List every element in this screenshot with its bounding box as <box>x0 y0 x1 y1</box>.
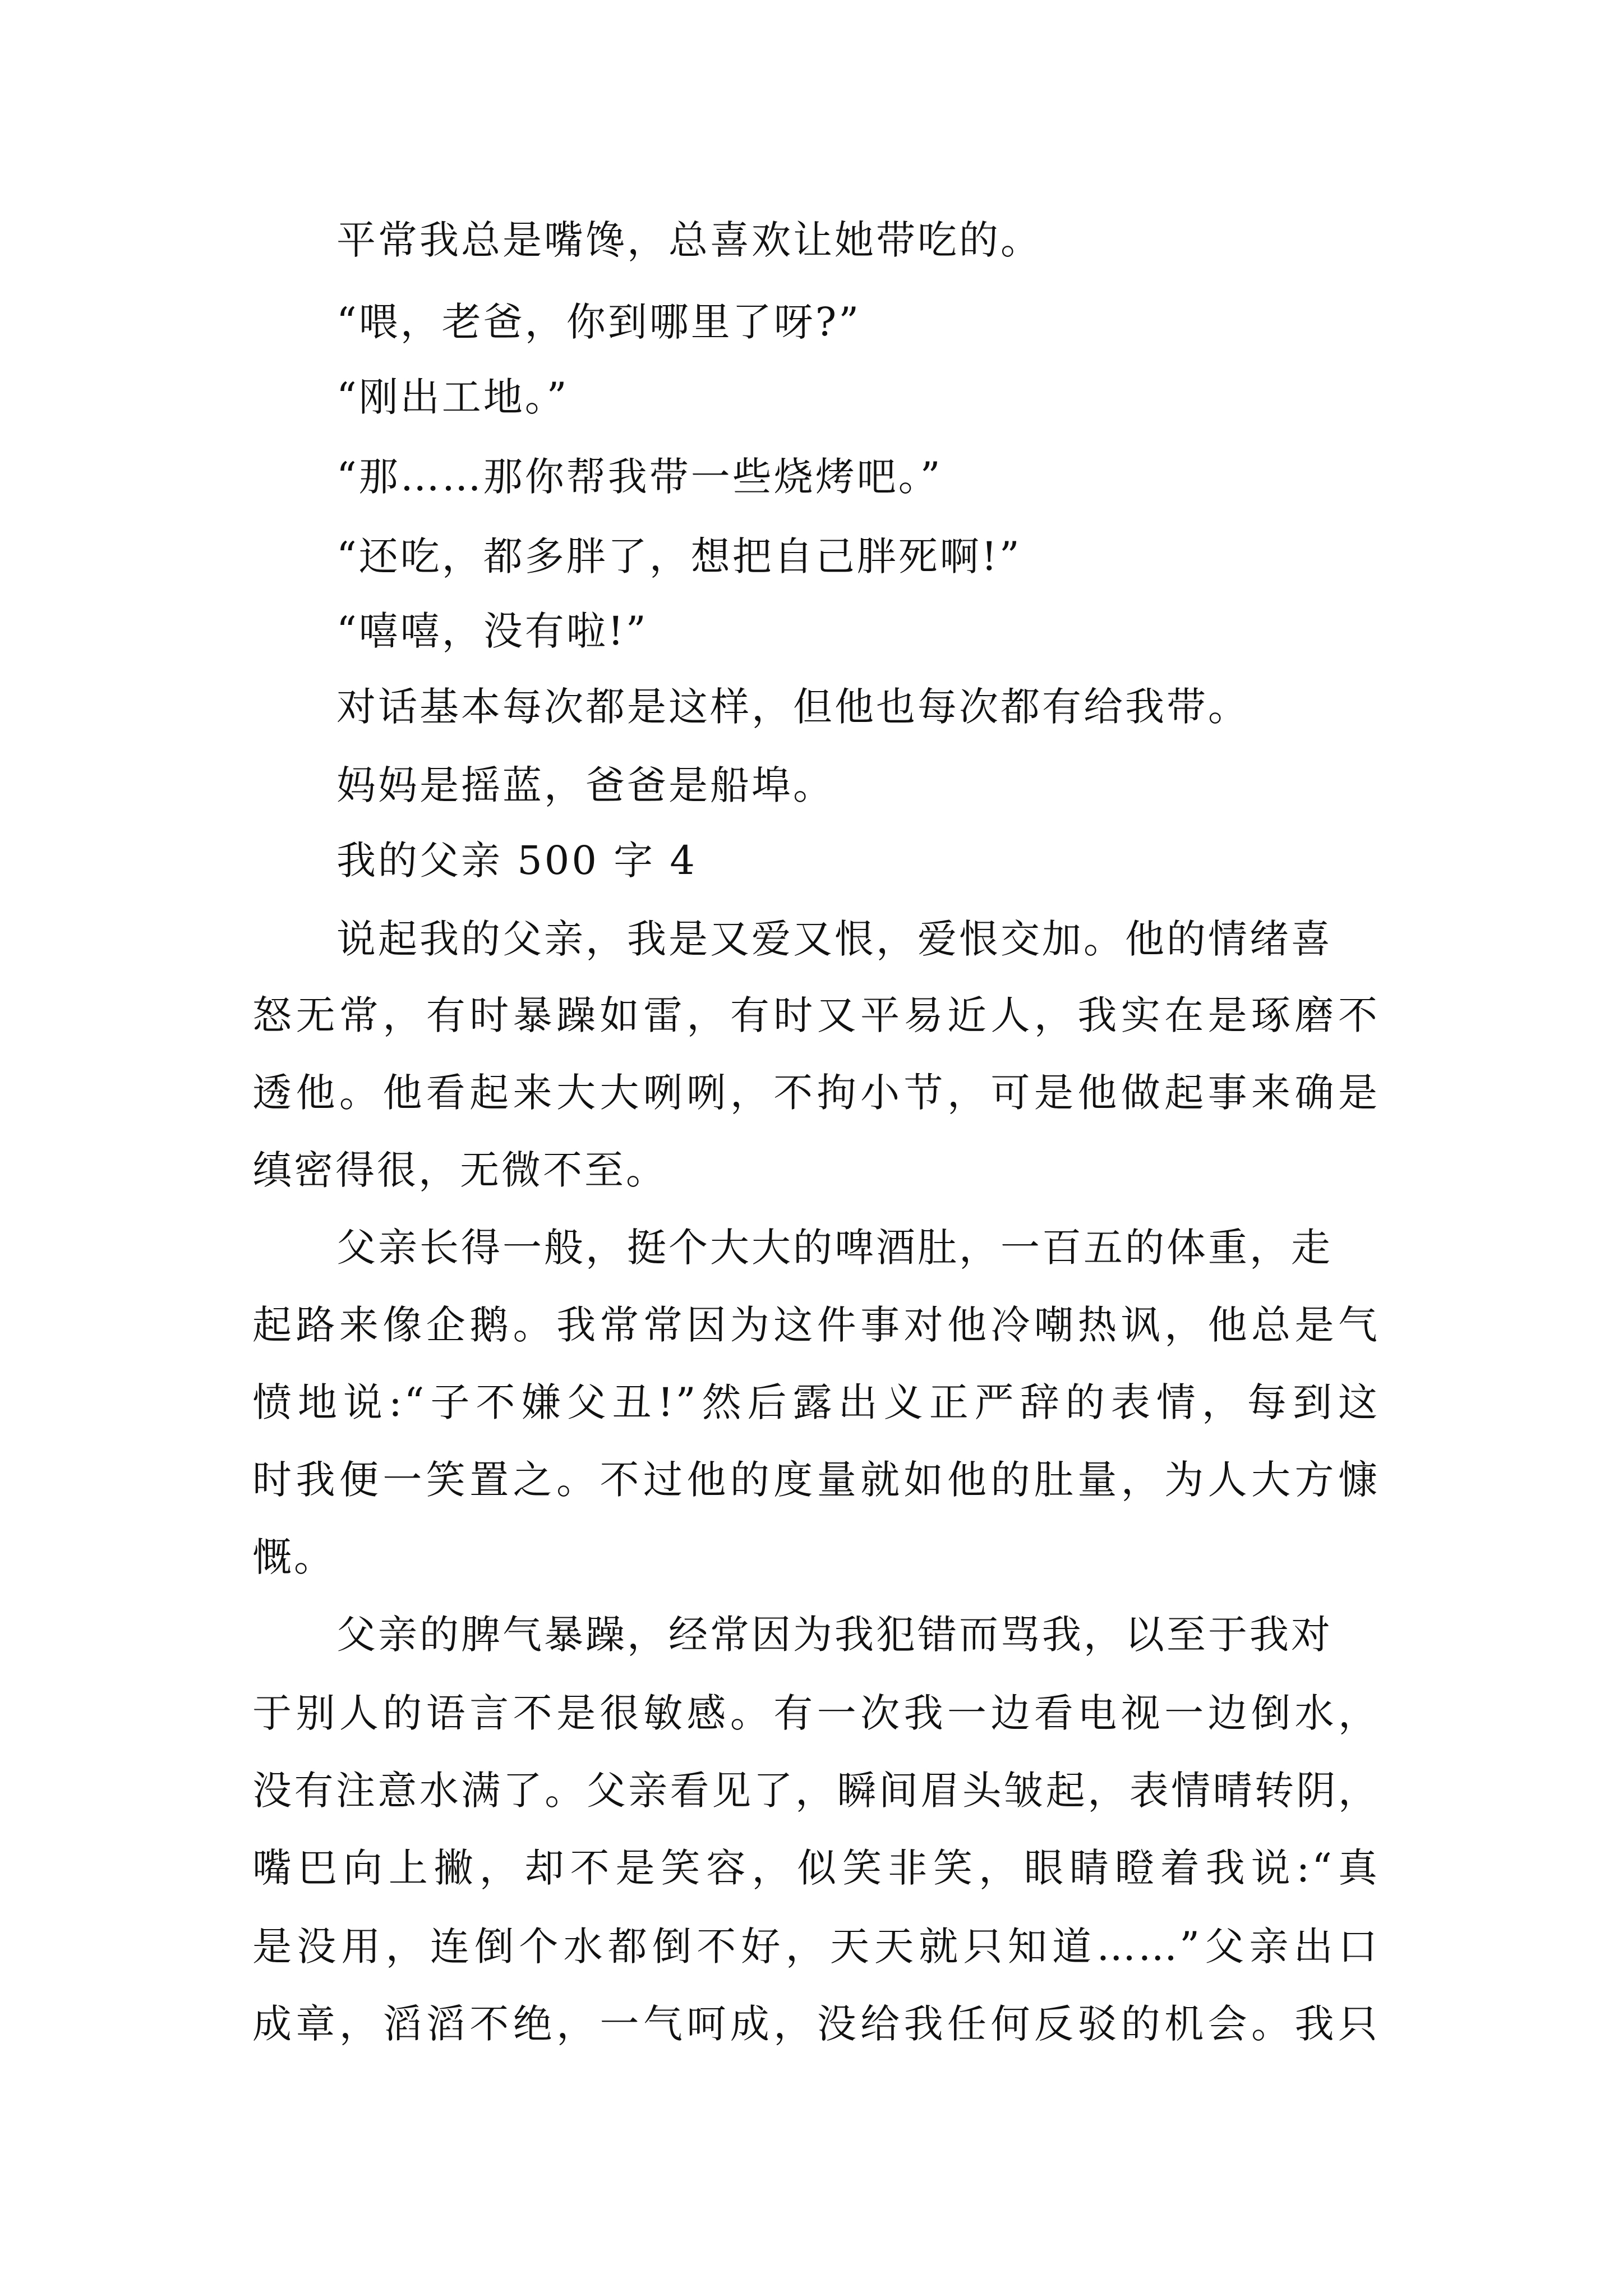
text-line: 妈妈是摇蓝，爸爸是船埠。 <box>336 762 834 808</box>
paragraph-line: 成章，滔滔不绝，一气呵成，没给我任何反驳的机会。我只 <box>252 2001 1380 2047</box>
paragraph-line: 说起我的父亲，我是又爱又恨，爱恨交加。他的情绪喜 <box>336 916 1332 962</box>
text-line: 平常我总是嘴馋，总喜欢让她带吃的。 <box>336 217 1042 263</box>
paragraph-line: 嘴巴向上撇，却不是笑容，似笑非笑，眼睛瞪着我说:“真 <box>252 1845 1380 1891</box>
paragraph-line: 透他。他看起来大大咧咧，不拘小节，可是他做起事来确是 <box>252 1070 1380 1116</box>
paragraph-line: 缜密得很，无微不至。 <box>252 1147 667 1193</box>
text-line: “还吃，都多胖了，想把自己胖死啊!” <box>336 533 1022 579</box>
paragraph-line: 父亲的脾气暴躁，经常因为我犯错而骂我，以至于我对 <box>336 1612 1332 1658</box>
paragraph-line: 是没用，连倒个水都倒不好，天天就只知道……”父亲出口 <box>252 1924 1380 1970</box>
paragraph-line: 愤地说:“子不嫌父丑!”然后露出义正严辞的表情，每到这 <box>252 1379 1380 1425</box>
paragraph-line: 于别人的语言不是很敏感。有一次我一边看电视一边倒水， <box>252 1690 1380 1736</box>
text-line: “嘻嘻，没有啦!” <box>336 608 648 654</box>
paragraph-line: 慨。 <box>252 1534 335 1580</box>
text-line: 对话基本每次都是这样，但他也每次都有给我带。 <box>336 684 1249 730</box>
text-line: “喂，老爸，你到哪里了呀?” <box>336 299 861 345</box>
paragraph-line: 起路来像企鹅。我常常因为这件事对他冷嘲热讽，他总是气 <box>252 1302 1380 1348</box>
paragraph-line: 时我便一笑置之。不过他的度量就如他的肚量，为人大方慷 <box>252 1457 1380 1503</box>
paragraph-line: 怒无常，有时暴躁如雷，有时又平易近人，我实在是琢磨不 <box>252 992 1380 1038</box>
section-heading: 我的父亲 500 字 4 <box>336 838 697 884</box>
text-line: “那……那你帮我带一些烧烤吧。” <box>336 454 943 500</box>
paragraph-line: 没有注意水满了。父亲看见了，瞬间眉头皱起，表情晴转阴， <box>252 1768 1380 1814</box>
text-line: “刚出工地。” <box>336 374 569 420</box>
paragraph-line: 父亲长得一般，挺个大大的啤酒肚，一百五的体重，走 <box>336 1225 1332 1271</box>
